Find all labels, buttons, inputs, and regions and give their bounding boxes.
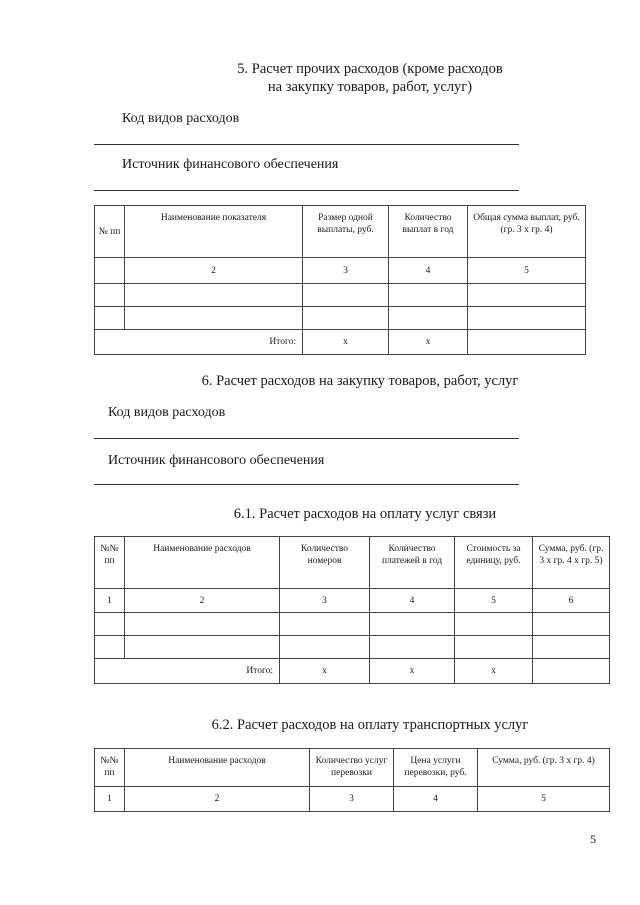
total-col3: х xyxy=(303,330,389,355)
table-cell[interactable] xyxy=(455,613,533,636)
section5-code-label: Код видов расходов xyxy=(122,111,240,126)
total-col5[interactable] xyxy=(468,330,586,355)
total-label: Итого: xyxy=(95,330,303,355)
col-header-name: Наименование расходов xyxy=(125,749,310,787)
table-cell[interactable] xyxy=(370,636,455,659)
section6-code-rule xyxy=(94,438,519,439)
col-header-number: №№ пп xyxy=(95,749,125,787)
section5-table xyxy=(94,205,586,355)
col-header-name: Наименование показателя xyxy=(125,206,303,258)
table-cell[interactable] xyxy=(95,284,125,307)
section5-source-label: Источник финансового обеспечения xyxy=(122,157,339,172)
col-number-1 xyxy=(95,258,125,284)
col-number-5: 5 xyxy=(455,589,533,613)
table-number-row xyxy=(95,787,610,812)
table-cell[interactable] xyxy=(389,307,468,330)
col-number-3: 3 xyxy=(280,589,370,613)
col-header-number: № пп xyxy=(95,206,125,258)
col-header-number-count: Количество номеров xyxy=(280,537,370,589)
section62-table xyxy=(94,748,610,812)
table-cell[interactable] xyxy=(95,636,125,659)
col-number-1: 1 xyxy=(95,787,125,812)
col-number-2: 2 xyxy=(125,258,303,284)
section6-code-label: Код видов расходов xyxy=(108,405,226,420)
table-cell[interactable] xyxy=(533,636,610,659)
col-number-2: 2 xyxy=(125,589,280,613)
table-cell[interactable] xyxy=(303,284,389,307)
col-header-payment-size: Размер одной выплаты, руб. xyxy=(303,206,389,258)
table-cell[interactable] xyxy=(95,613,125,636)
col-number-3: 3 xyxy=(310,787,394,812)
col-header-payments-per-year: Количество платежей в год xyxy=(370,537,455,589)
table-cell[interactable] xyxy=(125,307,303,330)
table-cell[interactable] xyxy=(468,284,586,307)
table-row xyxy=(95,636,610,659)
section61-title: 6.1. Расчет расходов на оплату услуг связи xyxy=(233,506,497,522)
table-number-row xyxy=(95,258,586,284)
total-label: Итого: xyxy=(95,659,280,684)
total-col4: х xyxy=(370,659,455,684)
table-cell[interactable] xyxy=(125,636,280,659)
table-cell[interactable] xyxy=(95,307,125,330)
table-cell[interactable] xyxy=(280,636,370,659)
table-row xyxy=(95,613,610,636)
table-cell[interactable] xyxy=(370,613,455,636)
col-number-6: 6 xyxy=(533,589,610,613)
section6-source-rule xyxy=(94,484,519,485)
section62-title: 6.2. Расчет расходов на оплату транспортных услуг xyxy=(211,717,529,733)
section5-title xyxy=(200,60,540,96)
table-row xyxy=(95,307,586,330)
page-number: 5 xyxy=(590,832,596,846)
section61-table xyxy=(94,536,610,684)
table-header-row xyxy=(95,206,586,258)
table-cell[interactable] xyxy=(468,307,586,330)
table-row xyxy=(95,284,586,307)
section5-title-line2: на закупку товаров, работ, услуг) xyxy=(267,79,473,95)
section5-title-line1: 5. Расчет прочих расходов (кроме расходов xyxy=(237,61,503,77)
table-cell[interactable] xyxy=(455,636,533,659)
section6-source-label: Источник финансового обеспечения xyxy=(108,453,325,468)
section5-code-rule xyxy=(94,144,519,145)
table-total-row xyxy=(95,659,610,684)
col-header-number: №№ пп xyxy=(95,537,125,589)
section6-title: 6. Расчет расходов на закупку товаров, работ, услуг xyxy=(201,373,519,389)
col-number-5: 5 xyxy=(468,258,586,284)
total-col4: х xyxy=(389,330,468,355)
col-number-3: 3 xyxy=(303,258,389,284)
col-header-total-sum: Общая сумма выплат, руб. (гр. 3 х гр. 4) xyxy=(468,206,586,258)
table-cell[interactable] xyxy=(280,613,370,636)
section5-source-rule xyxy=(94,190,519,191)
total-col5: х xyxy=(455,659,533,684)
table-cell[interactable] xyxy=(389,284,468,307)
col-header-transport-count: Количество услуг перевозки xyxy=(310,749,394,787)
col-header-name: Наименование расходов xyxy=(125,537,280,589)
col-number-5: 5 xyxy=(478,787,610,812)
table-header-row xyxy=(95,749,610,787)
total-col6[interactable] xyxy=(533,659,610,684)
table-cell[interactable] xyxy=(533,613,610,636)
table-header-row xyxy=(95,537,610,589)
col-header-transport-price: Цена услуги перевозки, руб. xyxy=(394,749,478,787)
col-number-1: 1 xyxy=(95,589,125,613)
table-cell[interactable] xyxy=(125,284,303,307)
col-header-payment-count: Количество выплат в год xyxy=(389,206,468,258)
col-header-unit-cost: Стоимость за единицу, руб. xyxy=(455,537,533,589)
col-number-4: 4 xyxy=(370,589,455,613)
col-number-4: 4 xyxy=(389,258,468,284)
col-number-4: 4 xyxy=(394,787,478,812)
table-number-row xyxy=(95,589,610,613)
table-total-row xyxy=(95,330,586,355)
table-cell[interactable] xyxy=(125,613,280,636)
col-header-sum: Сумма, руб. (гр. 3 х гр. 4 х гр. 5) xyxy=(533,537,610,589)
col-number-2: 2 xyxy=(125,787,310,812)
total-col3: х xyxy=(280,659,370,684)
table-cell[interactable] xyxy=(303,307,389,330)
col-header-sum: Сумма, руб. (гр. 3 х гр. 4) xyxy=(478,749,610,787)
